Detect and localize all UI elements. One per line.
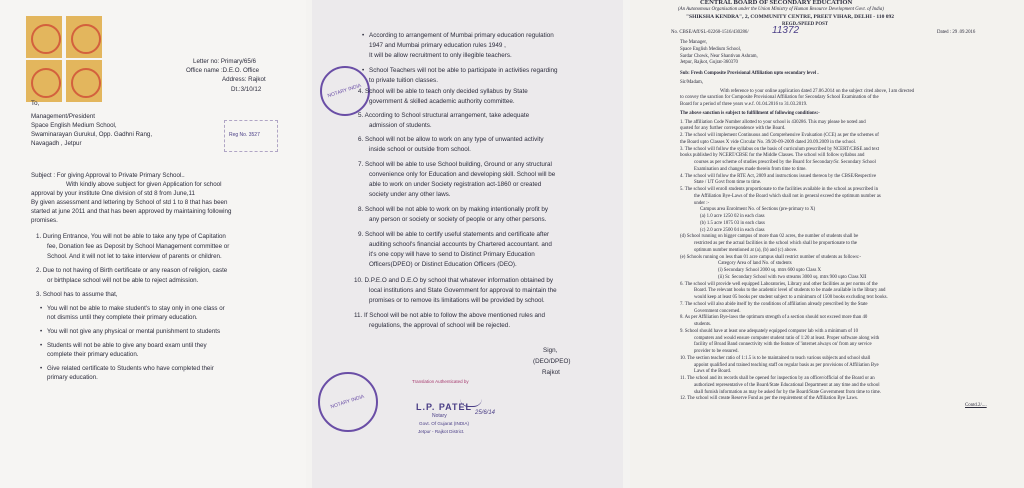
para-line: approval by your institute One division of std 8 from June,11: [31, 190, 195, 197]
rule-line: convenience only for Education and developing skill. School will be: [369, 171, 556, 178]
rule-line: society under any other laws.: [369, 191, 451, 198]
post-type: REGD./SPEED POST: [782, 22, 829, 27]
letter-line: 5. The school will enroll students proportionate to the facilities available in the school as prescribed in: [680, 187, 879, 192]
rule-line: 6. School will not be allow to work on any type of unwanted activity: [358, 136, 544, 143]
bullet-line: • You will not give any physical or mental punishment to students: [47, 328, 220, 337]
letter-no: Letter no: Primary/65/6: [193, 58, 256, 65]
rule-line: auditing school's financial accounts by Chartered accountant. and: [369, 241, 552, 248]
rule-line: 9. School will be able to certify useful statements and certificate after: [358, 231, 550, 238]
notary-district: Jetpur - Rajkot District.: [418, 429, 465, 434]
letter-line: Board. The relevant books to the academic level of students to be made available in the library and: [694, 288, 886, 294]
rule-line: 11. If School will be not able to follow the above mentioned rules and: [354, 312, 546, 319]
letter-line: State / UT Govt from time to time.: [694, 180, 762, 186]
notary-title: Notary: [432, 413, 447, 419]
rule-line: • School Teachers will not be able to participate in activities regarding: [369, 66, 558, 76]
office-stamp: Reg No. 3527: [224, 120, 278, 152]
letter-line: restricted as per the actual facilities in the school which shall be proportionate to the: [694, 241, 858, 246]
para-line: By given assessment and lettering by School of std 1 to 8 that has been: [31, 199, 228, 206]
bullet-line: primary education.: [47, 374, 98, 381]
rule-line: 8. School will be not able to work on by making intentionally profit by: [358, 206, 549, 213]
bullet-line: • Give related certificate to Students who have completed their: [47, 365, 214, 374]
letter-line: Examination and changes made therein from time to time.: [694, 166, 807, 172]
letter-line: (c) 2.0 acre 2500 04 in each class: [700, 227, 765, 233]
letter-line: The Manager,: [680, 40, 707, 45]
letter-date: Dt.:3/10/12: [231, 86, 262, 93]
stamp-seal-icon: [71, 68, 101, 98]
letter-line: the Affiliation Bye-Laws of the Board which shall not in general exceed the optimum number as: [694, 193, 881, 199]
rule-line: it's one copy will have to send to Distinct Primary Education: [369, 251, 535, 258]
rule-line: admission of students.: [369, 122, 432, 129]
letter-line: 1. The affiliation Code Number allotted to your school is 430286. This may please be noted and: [680, 119, 866, 125]
office-name: Office name :D.E.O. Office: [186, 67, 260, 74]
rule-line: 4. School will be able to teach only decided syllabus by State: [358, 88, 528, 95]
letter-line: Campus area Enrolment No. of Sections (pre-primary to X): [700, 207, 816, 213]
letter-line: 11. The school and its records shall be opened for inspection by an officer/official of the Board or an: [680, 376, 875, 381]
letter-line: quoted for any further correspondence with the Board.: [680, 126, 786, 132]
letter-line: Board for a period of three years w.e.f. 01.04.2016 to 31.03.2019.: [680, 102, 808, 107]
letter-line: Laws of the Board.: [694, 369, 732, 375]
office-address: Address: Rajkot: [222, 76, 266, 83]
letter-line: Jetpur, Rajkot, Gujrat-360370: [680, 60, 738, 66]
letter-line: The above sanction is subject to fulfillment of following conditions:-: [680, 110, 820, 116]
letter-line: (a) 1.0 acre 1250 02 in each class: [700, 214, 765, 219]
notary-date: 25/6/14: [475, 410, 496, 416]
dated: Dated : 29 .09.2016: [937, 30, 976, 35]
board-name: CENTRAL BOARD OF SECONDARY EDUCATION: [700, 0, 853, 6]
letter-line: optimum number mentioned at (a), (b) and (c) above.: [694, 247, 798, 253]
to-line: To,: [31, 100, 40, 107]
letter-line: Category Area of land No. of students: [718, 261, 792, 267]
letter-line: students.: [694, 322, 712, 327]
letter-line: (i) Secondary School 2000 sq. mtrs 600 upto Class X: [718, 268, 822, 273]
letter-line: With reference to your online application dated 27.06.2014 on the subject cited above, I am directed: [720, 88, 915, 94]
rule-line: promises or to remove its limitations will be provided by school.: [369, 297, 545, 304]
condition-line: or birthplace school will not be able to reject admission.: [47, 277, 199, 284]
rule-line: local institutions and State Government for approval to maintain the: [369, 287, 557, 294]
to-line: Swaminarayan Gurukul, Opp. Gadhni Rang,: [31, 131, 153, 138]
letter-line: the Board upto Classes X vide Circular No. 39/20-09-2009 dated 20.09.2009 in the school.: [680, 139, 857, 145]
letter-line: (d) School running on bigger campus of more than 02 acres, the number of students shall be: [680, 234, 859, 240]
document-page-3: [630, 0, 1024, 488]
letter-line: 6. The school will provide well equipped Laboratories, Library and other facilities as per norms of the: [680, 281, 878, 287]
sign-label: Sign,: [543, 347, 558, 354]
bullet-line: complete their primary education.: [47, 351, 139, 358]
notary-seal-icon: NOTARY INDIA: [320, 66, 370, 116]
bullet-line: not dismiss until they complete their primary education.: [47, 314, 198, 321]
bullet-line: • Students will not be able to give any board exam until they: [47, 342, 207, 351]
stamp-seal-icon: [31, 24, 61, 54]
rule-line: Officers(DPEO) or Distinct Education Officers (DEO).: [369, 261, 517, 268]
rule-line: any person or society or society of people or any other persons.: [369, 216, 547, 223]
document-page-1: [0, 0, 306, 488]
to-line: Management/President: [31, 113, 95, 120]
para-line: With kindly above subject for given Application for school: [66, 181, 222, 188]
letter-line: 10. The section teacher ratio of 1:1.5 is to be maintained to teach various subjects and school shall: [680, 355, 871, 361]
letter-line: 7. The school will also abide itself by the conditions of affiliation already prescribed by the State: [680, 301, 868, 307]
letter-line: 9. School should have at least one adequately equipped computer lab with a minimum of 10: [680, 328, 859, 334]
rule-line: • According to arrangement of Mumbai primary education regulation: [369, 31, 554, 41]
letter-line: shall furnish information as may be asked for by the Board/State Government from time to time.: [694, 389, 881, 395]
letter-line: Space English Medium School,: [680, 46, 742, 52]
letter-line: (b) 1.5 acre 1875 03 in each class: [700, 220, 765, 226]
board-subtitle: (An Autonomous Organisation under the Union Ministry of Human Resource Development Govt. of India): [678, 7, 884, 12]
handwritten-number: 11372: [772, 25, 800, 36]
notary-govt: Govt. Of Gujarat (INDIA): [419, 421, 470, 426]
letter-line: under :-: [694, 200, 710, 206]
letter-line: 8. As per Affiliation Bye-laws the optimum strength of a section should not exceed more than 40: [680, 315, 868, 321]
letter-line: 4. The school will follow the RTE Act, 2009 and instructions issued thereon by the CBSE/Respective: [680, 173, 877, 179]
condition-line: fee, Donation fee as Deposit by School Management committee or: [47, 243, 230, 250]
letter-line: facility of Broad Band connectivity with the feature of 'internet always on' from any service: [694, 342, 872, 348]
rule-line: government & skilled academic authority committee.: [369, 98, 515, 105]
letter-line: Sardar Chowk, Near Shantivan Ashram,: [680, 53, 758, 59]
rule-line: 5. According to School structural arrangement, take adequate: [358, 112, 530, 119]
letter-line: 2. The school will implement Continuous and Comprehensive Evaluation (CCE) as per the schemes of: [680, 133, 879, 138]
stamp-seal-icon: [71, 24, 101, 54]
letter-line: provider to be ensured.: [694, 349, 739, 354]
rule-line: regulations, the approval of school will be rejected.: [369, 322, 511, 329]
notary-caption: Translation Authenticated by: [412, 379, 469, 384]
document-page-2: [312, 0, 623, 488]
letter-line: authorized representative of the Board/State Educational Department at any time and the school: [694, 382, 880, 388]
rule-line: 7. School will be able to use School building, Ground or any structural: [358, 161, 552, 168]
notary-name: L.P. PATEL: [416, 402, 473, 412]
condition-line: School. And it will not let to take interview of parents or children.: [47, 253, 222, 260]
board-address: "SHIKSHA KENDRA", 2, COMMUNITY CENTRE, PREET VIHAR, DELHI - 110 092: [686, 14, 895, 20]
rule-line: It will be allow recruitment to only illegible teachers.: [369, 52, 512, 59]
reference-no: No. CBSE/Aff/SL-02260-1516/430286/: [671, 30, 749, 35]
para-line: promises.: [31, 217, 58, 224]
para-line: started at june 2011 and that has been approved by maintaining following: [31, 208, 232, 215]
rule-line: 10. D.P.E.O and D.E.O by school that whatever information obtained by: [354, 277, 554, 284]
letter-line: Sub: Fresh Composite Provisional Affiliation upto secondary level .: [680, 71, 819, 76]
letter-line: to convey the sanction for Composite Provisional Affiliation for Secondary School Examination of the: [680, 95, 879, 101]
condition-line: 3. School has to assume that,: [36, 291, 118, 298]
stamp-paper-tile: [66, 16, 102, 58]
rule-line: to private tuition classes.: [369, 77, 438, 84]
letter-line: books published by NCERT/CBSE for the Middle Classes. The school will follow syllabus and: [680, 153, 865, 159]
notary-seal-icon: NOTARY INDIA: [318, 372, 378, 432]
rule-line: 1947 and Mumbai primary education rules 1949 ,: [369, 42, 506, 49]
stamp-paper-tile: [66, 60, 102, 102]
to-line: Space English Medium School,: [31, 122, 117, 129]
subject-line: Subject : For giving Approval to Private Primary School..: [31, 172, 185, 179]
rule-line: inside school or outside from school.: [369, 146, 471, 153]
letter-line: Contd.2/....: [965, 403, 987, 408]
letter-line: would keep at least 05 books per student subject to a minimum of 1500 books excluding text books.: [694, 295, 888, 300]
letter-line: 3. The school will follow the syllabus on the basis of curriculum prescribed by NCERT/CBSE and text: [680, 146, 880, 152]
letter-line: Sir/Madam,: [680, 79, 704, 85]
stamp-paper-tile: [26, 16, 62, 58]
to-line: Navagadh , Jetpur: [31, 140, 82, 147]
letter-line: appoint qualified and trained teaching staff on regular basis as per provisions of Affiliation Bye: [694, 362, 879, 368]
sign-place: Rajkot: [542, 369, 560, 376]
stamp-paper-tile: [26, 60, 62, 102]
letter-line: 12. The school will create Reserve Fund as per the requirement of the Affiliation Bye Laws.: [680, 396, 859, 402]
letter-line: courses as per scheme of studies prescribed by the Board for Secondary/Sr. Secondary School: [694, 160, 876, 165]
bullet-line: • You will not be able to make student's to stay only in one class or: [47, 305, 225, 314]
stamp-seal-icon: [31, 68, 61, 98]
rule-line: able to work on under Society registration act-1860 or created: [369, 181, 542, 188]
letter-line: (e) Schools running on less than 01 acre campus shall restrict number of students as follows:-: [680, 254, 861, 260]
condition-line: 1. During Entrance, You will not be able to take any type of Capitation: [36, 233, 226, 240]
sign-designation: (DEO/DPEO): [533, 358, 571, 365]
condition-line: 2. Due to not having of Birth certificate or any reason of religion, caste: [36, 267, 228, 274]
letter-line: Government concerned.: [694, 308, 741, 314]
letter-line: (ii) Sr. Secondary School with two streams 3000 sq. mtrs 900 upto Class XII: [718, 274, 867, 280]
letter-line: computers and would ensure computer student ratio of 1:20 at least. Proper software along with: [694, 335, 880, 341]
